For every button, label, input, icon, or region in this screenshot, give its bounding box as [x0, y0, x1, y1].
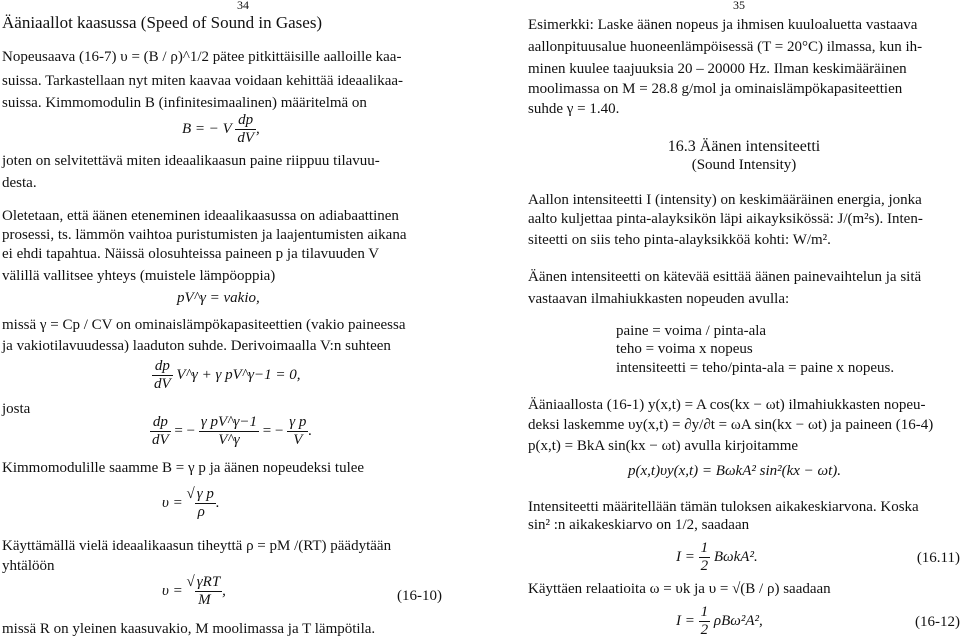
section-heading: 16.3 Äänen intensiteetti	[667, 138, 821, 155]
equation-speed-gas: υ = √ γRT M , (16-10)	[162, 574, 442, 608]
text-line: aallonpituusalue huoneenlämpöisessä (T = 20°C) ilmassa, kun ih-	[528, 39, 923, 55]
text-line: yhtälöön	[2, 558, 55, 574]
text-line: Kimmomodulille saamme B = γ p ja äänen nopeudeksi tulee	[2, 460, 365, 476]
text-line: Nopeusaava (16-7) υ = (B / ρ)^1/2 pätee pitkittäisille aalloille kaa-	[2, 49, 402, 65]
definition-line: teho = voima x nopeus	[616, 341, 753, 357]
text-line: välillä vallitsee yhteys (muistele lämpöoppia)	[2, 268, 276, 284]
text-line: Esimerkki: Laske äänen nopeus ja ihmisen kuuloaluetta vastaava	[528, 17, 918, 33]
text-line: siteetti on siis teho pinta-alayksikköä kohti: W/m².	[528, 232, 831, 248]
page-number: 35	[733, 0, 745, 12]
text-line: Intensiteetti määritellään tämän tuloksen aikakeskiarvona. Koska	[528, 499, 919, 515]
equation-intensity-1: I = $\frac{1}{2}$ BωkA². (16.11)	[676, 540, 960, 574]
text-line: Käyttäen relaatioita ω = υk ja υ = √(B / ρ) saadaan	[528, 581, 831, 597]
text-line: sin² :n aikakeskiarvo on 1/2, saadaan	[528, 517, 750, 533]
text-line: suissa. Kimmomodulin B (infinitesimaalinen) määritelmä on	[2, 95, 367, 111]
text-line: suissa. Tarkastellaan nyt miten kaavaa voidaan kehittää ideaalikaa-	[2, 73, 404, 89]
text-line: deksi laskemme υy(x,t) = ∂y/∂t = ωA sin(kx − ωt) ja paineen (16-4)	[528, 417, 934, 433]
text-line: minen kuulee taajuuksia 20 – 20000 Hz. Ilman keskimääräinen	[528, 61, 907, 77]
text-line: vastaavan ilmahiukkasten nopeuden avulla:	[528, 291, 790, 307]
text-line: Aallon intensiteetti I (intensity) on keskimääräinen energia, jonka	[528, 192, 922, 208]
text-line: suhde γ = 1.40.	[528, 101, 620, 117]
text-line: desta.	[2, 175, 37, 191]
equation-derivative: $\frac{dp}{dV}$ V^γ + γ pV^γ−1 = 0,	[154, 358, 301, 392]
text-line: missä R on yleinen kaasuvakio, M moolimassa ja T lämpötila.	[2, 621, 376, 637]
equation-bulk-modulus: B = − V $\frac{dp}{dV}$ ,	[182, 112, 260, 146]
text-line: Oletetaan, että äänen eteneminen ideaalikaasussa on adiabaattinen	[2, 208, 399, 224]
text-line: missä γ = Cp / CV on ominaislämpökapasiteettien (vakio paineessa	[2, 317, 406, 333]
text-line: p(x,t) = BkA sin(kx − ωt) avulla kirjoitamme	[528, 438, 799, 454]
text-line: Ääniaallosta (16-1) y(x,t) = A cos(kx − ωt) ilmahiukkasten nopeu-	[528, 397, 926, 413]
equation-adiabatic: pV^γ = vakio,	[177, 290, 260, 306]
section-title: Ääniaallot kaasussa (Speed of Sound in Gases)	[2, 13, 323, 32]
definition-line: paine = voima / pinta-ala	[616, 323, 767, 339]
equation-number: (16-10)	[397, 588, 442, 604]
left-page	[2, 0, 442, 643]
text-line: joten on selvitettävä miten ideaalikaasun paine riippuu tilavuu-	[2, 153, 380, 169]
text-line: josta	[2, 401, 31, 417]
equation-power: p(x,t)υy(x,t) = BωkA² sin²(kx − ωt).	[628, 463, 842, 479]
text-line: Käyttämällä vielä ideaalikaasun tiheyttä ρ = pM /(RT) päädytään	[2, 538, 392, 554]
equation-number: (16.11)	[916, 550, 960, 566]
text-line: aalto kuljettaa pinta-alayksikön läpi aikayksikössä: J/(m²s). Inten-	[528, 211, 923, 227]
equation-number: (16-12)	[915, 614, 960, 630]
text-line: moolimassa on M = 28.8 g/mol ja ominaislämpökapasiteettien	[528, 81, 903, 97]
page-number: 34	[237, 0, 249, 12]
section-subheading: (Sound Intensity)	[691, 157, 797, 173]
equation-dp-dv: $\frac{dp}{dV}$ = − $\frac{\text{γ pV\textasciicircum{}γ−1}}{V\^{}\gamma}$ = − $\frac{\text{γ p}}{V}$ .	[152, 414, 313, 448]
text-line: Äänen intensiteetti on kätevää esittää äänen painevaihtelun ja sitä	[528, 269, 922, 285]
definition-line: intensiteetti = teho/pinta-ala = paine x nopeus.	[616, 360, 895, 376]
right-page	[528, 0, 960, 643]
text-line: ja vakiotilavuudessa) laaduton suhde. Derivoimaalla V:n suhteen	[2, 338, 391, 354]
equation-intensity-2: I = $\frac{1}{2}$ ρBω²A², (16-12)	[676, 604, 960, 638]
text-line: ei ehdi tapahtua. Näissä olosuhteissa paineen p ja tilavuuden V	[2, 246, 380, 262]
equation-speed: υ = √ γ p ρ .	[162, 486, 220, 520]
text-line: prosessi, ts. lämmön vaihtoa puristumisten ja laajentumisten aikana	[2, 227, 407, 243]
